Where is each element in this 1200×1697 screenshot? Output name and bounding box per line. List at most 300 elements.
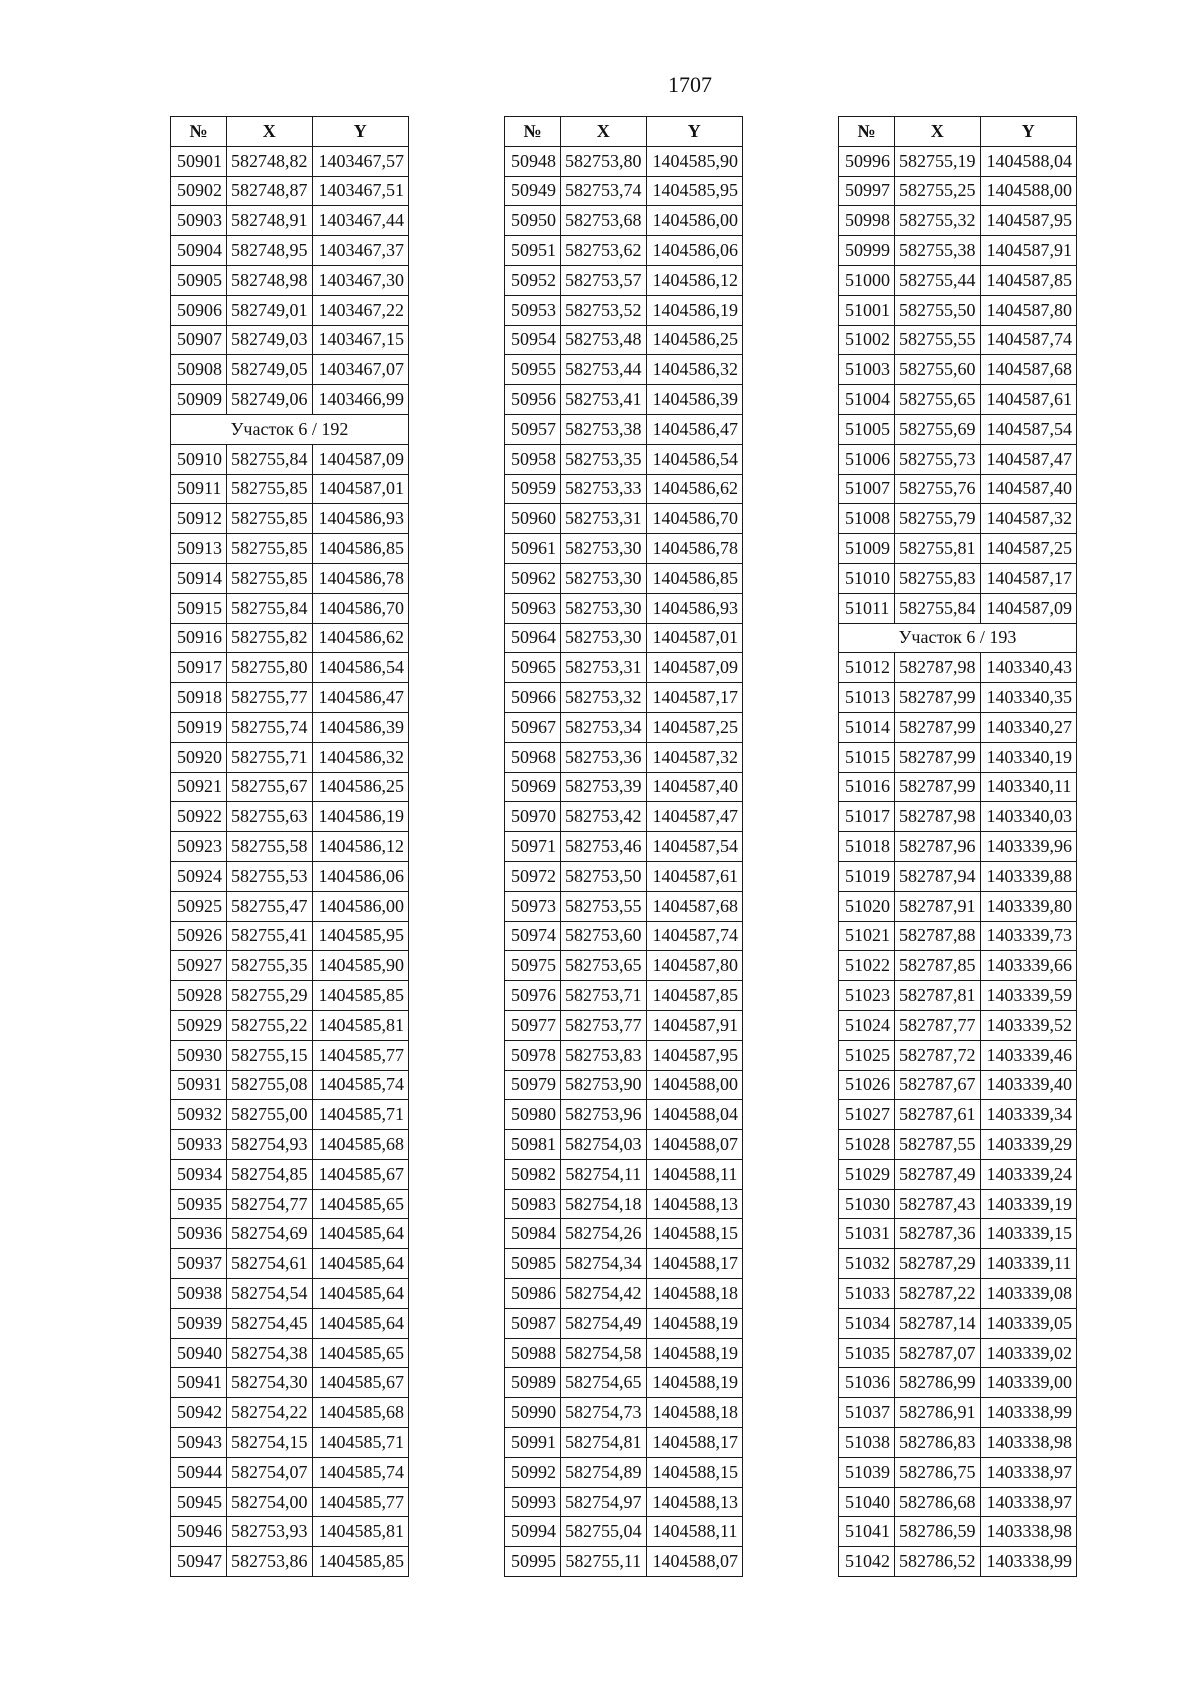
x-coordinate: 582755,84 — [227, 444, 313, 474]
point-number: 50969 — [505, 772, 561, 802]
point-number: 50928 — [171, 981, 227, 1011]
table-row — [171, 1308, 409, 1338]
table-row — [171, 563, 409, 593]
x-coordinate: 582754,18 — [561, 1189, 647, 1219]
y-coordinate: 1404586,93 — [646, 593, 743, 623]
table-row — [505, 355, 743, 385]
table-row — [839, 325, 1077, 355]
x-coordinate: 582755,41 — [227, 921, 313, 951]
point-number: 51035 — [839, 1338, 895, 1368]
x-coordinate: 582787,88 — [895, 921, 981, 951]
x-coordinate: 582753,96 — [561, 1100, 647, 1130]
x-coordinate: 582753,83 — [561, 1040, 647, 1070]
point-number: 50904 — [171, 236, 227, 266]
x-coordinate: 582754,34 — [561, 1249, 647, 1279]
x-coordinate: 582787,29 — [895, 1249, 981, 1279]
y-coordinate: 1403339,80 — [980, 891, 1077, 921]
x-coordinate: 582753,60 — [561, 921, 647, 951]
y-coordinate: 1404587,91 — [646, 1010, 743, 1040]
point-number: 51018 — [839, 832, 895, 862]
x-coordinate: 582787,94 — [895, 861, 981, 891]
x-coordinate: 582748,91 — [227, 206, 313, 236]
x-coordinate: 582753,30 — [561, 623, 647, 653]
table-row — [839, 1487, 1077, 1517]
table-row — [171, 623, 409, 653]
y-coordinate: 1404585,64 — [312, 1249, 409, 1279]
x-coordinate: 582754,15 — [227, 1428, 313, 1458]
section-row — [839, 623, 1077, 653]
x-coordinate: 582753,77 — [561, 1010, 647, 1040]
point-number: 51036 — [839, 1368, 895, 1398]
table-row — [839, 1547, 1077, 1577]
point-number: 50903 — [171, 206, 227, 236]
header-x: X — [561, 117, 647, 147]
table-header-row — [505, 117, 743, 147]
y-coordinate: 1404586,47 — [646, 414, 743, 444]
y-coordinate: 1404587,85 — [646, 981, 743, 1011]
table-row — [505, 593, 743, 623]
y-coordinate: 1403467,37 — [312, 236, 409, 266]
table-row — [839, 534, 1077, 564]
table-row — [505, 534, 743, 564]
x-coordinate: 582755,32 — [895, 206, 981, 236]
table-row — [505, 921, 743, 951]
x-coordinate: 582753,55 — [561, 891, 647, 921]
table-row — [171, 683, 409, 713]
x-coordinate: 582749,01 — [227, 295, 313, 325]
table-row — [171, 1070, 409, 1100]
table-row — [171, 1219, 409, 1249]
point-number: 50932 — [171, 1100, 227, 1130]
x-coordinate: 582786,83 — [895, 1428, 981, 1458]
x-coordinate: 582753,74 — [561, 176, 647, 206]
x-coordinate: 582755,53 — [227, 861, 313, 891]
y-coordinate: 1404587,54 — [980, 414, 1077, 444]
table-row — [171, 1159, 409, 1189]
x-coordinate: 582755,77 — [227, 683, 313, 713]
x-coordinate: 582787,91 — [895, 891, 981, 921]
x-coordinate: 582787,07 — [895, 1338, 981, 1368]
table-row — [505, 1308, 743, 1338]
y-coordinate: 1404586,19 — [312, 802, 409, 832]
point-number: 50961 — [505, 534, 561, 564]
y-coordinate: 1404586,78 — [312, 563, 409, 593]
point-number: 50945 — [171, 1487, 227, 1517]
x-coordinate: 582786,99 — [895, 1368, 981, 1398]
point-number: 50960 — [505, 504, 561, 534]
point-number: 51020 — [839, 891, 895, 921]
y-coordinate: 1403339,05 — [980, 1308, 1077, 1338]
y-coordinate: 1404585,81 — [312, 1517, 409, 1547]
table-row — [505, 146, 743, 176]
point-number: 50909 — [171, 385, 227, 415]
point-number: 50915 — [171, 593, 227, 623]
x-coordinate: 582753,44 — [561, 355, 647, 385]
point-number: 51021 — [839, 921, 895, 951]
y-coordinate: 1403338,97 — [980, 1457, 1077, 1487]
y-coordinate: 1404585,85 — [312, 981, 409, 1011]
table-row — [171, 1398, 409, 1428]
x-coordinate: 582755,22 — [227, 1010, 313, 1040]
point-number: 51024 — [839, 1010, 895, 1040]
table-row — [171, 653, 409, 683]
table-row — [171, 504, 409, 534]
point-number: 51013 — [839, 683, 895, 713]
point-number: 50980 — [505, 1100, 561, 1130]
y-coordinate: 1404585,90 — [312, 951, 409, 981]
point-number: 51042 — [839, 1547, 895, 1577]
coordinate-table-1 — [170, 116, 409, 1577]
point-number: 50911 — [171, 474, 227, 504]
point-number: 51011 — [839, 593, 895, 623]
point-number: 50968 — [505, 742, 561, 772]
table-row — [505, 1159, 743, 1189]
x-coordinate: 582786,68 — [895, 1487, 981, 1517]
point-number: 50976 — [505, 981, 561, 1011]
point-number: 50938 — [171, 1279, 227, 1309]
table-row — [505, 1487, 743, 1517]
point-number: 50974 — [505, 921, 561, 951]
table-row — [171, 1517, 409, 1547]
y-coordinate: 1404587,54 — [646, 832, 743, 862]
table-row — [505, 1189, 743, 1219]
table-row — [839, 683, 1077, 713]
point-number: 50924 — [171, 861, 227, 891]
point-number: 51000 — [839, 265, 895, 295]
y-coordinate: 1404587,47 — [646, 802, 743, 832]
y-coordinate: 1403340,43 — [980, 653, 1077, 683]
table-row — [839, 176, 1077, 206]
point-number: 51005 — [839, 414, 895, 444]
x-coordinate: 582753,71 — [561, 981, 647, 1011]
x-coordinate: 582748,87 — [227, 176, 313, 206]
y-coordinate: 1404588,15 — [646, 1457, 743, 1487]
table-row — [171, 742, 409, 772]
table-row — [505, 563, 743, 593]
point-number: 51019 — [839, 861, 895, 891]
x-coordinate: 582754,11 — [561, 1159, 647, 1189]
point-number: 50952 — [505, 265, 561, 295]
point-number: 50959 — [505, 474, 561, 504]
table-row — [839, 1130, 1077, 1160]
table-row — [171, 1189, 409, 1219]
table-row — [839, 1428, 1077, 1458]
y-coordinate: 1403340,35 — [980, 683, 1077, 713]
point-number: 50979 — [505, 1070, 561, 1100]
y-coordinate: 1403466,99 — [312, 385, 409, 415]
table-row — [171, 534, 409, 564]
y-coordinate: 1404585,67 — [312, 1159, 409, 1189]
table-row — [839, 802, 1077, 832]
point-number: 50908 — [171, 355, 227, 385]
table-row — [505, 1547, 743, 1577]
y-coordinate: 1404585,95 — [646, 176, 743, 206]
table-row — [839, 206, 1077, 236]
x-coordinate: 582787,99 — [895, 772, 981, 802]
table-row — [839, 861, 1077, 891]
point-number: 50992 — [505, 1457, 561, 1487]
point-number: 50940 — [171, 1338, 227, 1368]
point-number: 50941 — [171, 1368, 227, 1398]
x-coordinate: 582786,52 — [895, 1547, 981, 1577]
y-coordinate: 1404588,11 — [646, 1517, 743, 1547]
y-coordinate: 1403339,52 — [980, 1010, 1077, 1040]
x-coordinate: 582755,73 — [895, 444, 981, 474]
y-coordinate: 1404586,54 — [312, 653, 409, 683]
y-coordinate: 1404588,18 — [646, 1398, 743, 1428]
point-number: 51012 — [839, 653, 895, 683]
y-coordinate: 1404587,32 — [980, 504, 1077, 534]
y-coordinate: 1404587,61 — [646, 861, 743, 891]
point-number: 50919 — [171, 712, 227, 742]
y-coordinate: 1403339,02 — [980, 1338, 1077, 1368]
table-row — [505, 206, 743, 236]
x-coordinate: 582755,63 — [227, 802, 313, 832]
table-row — [839, 891, 1077, 921]
y-coordinate: 1404586,00 — [646, 206, 743, 236]
y-coordinate: 1404586,78 — [646, 534, 743, 564]
table-row — [505, 444, 743, 474]
y-coordinate: 1404587,95 — [980, 206, 1077, 236]
x-coordinate: 582755,84 — [227, 593, 313, 623]
point-number: 50948 — [505, 146, 561, 176]
point-number: 50925 — [171, 891, 227, 921]
point-number: 50916 — [171, 623, 227, 653]
header-x: X — [895, 117, 981, 147]
table-row — [505, 1457, 743, 1487]
x-coordinate: 582753,52 — [561, 295, 647, 325]
table-row — [839, 1368, 1077, 1398]
table-row — [505, 1219, 743, 1249]
y-coordinate: 1403339,34 — [980, 1100, 1077, 1130]
header-y: Y — [980, 117, 1077, 147]
table-row — [171, 832, 409, 862]
point-number: 50926 — [171, 921, 227, 951]
y-coordinate: 1404587,17 — [646, 683, 743, 713]
table-row — [171, 921, 409, 951]
point-number: 50912 — [171, 504, 227, 534]
point-number: 50914 — [171, 563, 227, 593]
table-row — [839, 414, 1077, 444]
point-number: 50946 — [171, 1517, 227, 1547]
y-coordinate: 1403467,22 — [312, 295, 409, 325]
x-coordinate: 582755,58 — [227, 832, 313, 862]
y-coordinate: 1404588,04 — [980, 146, 1077, 176]
point-number: 50917 — [171, 653, 227, 683]
y-coordinate: 1404588,11 — [646, 1159, 743, 1189]
y-coordinate: 1404588,19 — [646, 1308, 743, 1338]
point-number: 50937 — [171, 1249, 227, 1279]
y-coordinate: 1403338,99 — [980, 1547, 1077, 1577]
y-coordinate: 1404588,19 — [646, 1368, 743, 1398]
x-coordinate: 582787,61 — [895, 1100, 981, 1130]
y-coordinate: 1404586,00 — [312, 891, 409, 921]
table-row — [505, 474, 743, 504]
y-coordinate: 1403339,59 — [980, 981, 1077, 1011]
x-coordinate: 582787,85 — [895, 951, 981, 981]
x-coordinate: 582754,26 — [561, 1219, 647, 1249]
y-coordinate: 1403467,44 — [312, 206, 409, 236]
point-number: 50962 — [505, 563, 561, 593]
x-coordinate: 582753,31 — [561, 653, 647, 683]
point-number: 51023 — [839, 981, 895, 1011]
x-coordinate: 582754,77 — [227, 1189, 313, 1219]
x-coordinate: 582755,25 — [895, 176, 981, 206]
table-row — [505, 981, 743, 1011]
coordinate-table-2 — [504, 116, 743, 1577]
y-coordinate: 1404587,80 — [980, 295, 1077, 325]
point-number: 50930 — [171, 1040, 227, 1070]
x-coordinate: 582787,55 — [895, 1130, 981, 1160]
x-coordinate: 582755,85 — [227, 534, 313, 564]
y-coordinate: 1403338,99 — [980, 1398, 1077, 1428]
point-number: 50982 — [505, 1159, 561, 1189]
header-num: № — [171, 117, 227, 147]
point-number: 50933 — [171, 1130, 227, 1160]
y-coordinate: 1404586,54 — [646, 444, 743, 474]
x-coordinate: 582755,00 — [227, 1100, 313, 1130]
y-coordinate: 1403339,88 — [980, 861, 1077, 891]
table-row — [839, 1010, 1077, 1040]
point-number: 50988 — [505, 1338, 561, 1368]
x-coordinate: 582787,96 — [895, 832, 981, 862]
point-number: 51016 — [839, 772, 895, 802]
table-row — [505, 1338, 743, 1368]
y-coordinate: 1404585,67 — [312, 1368, 409, 1398]
x-coordinate: 582753,86 — [227, 1547, 313, 1577]
y-coordinate: 1404588,17 — [646, 1249, 743, 1279]
point-number: 50931 — [171, 1070, 227, 1100]
point-number: 51001 — [839, 295, 895, 325]
table-row — [839, 1100, 1077, 1130]
point-number: 50954 — [505, 325, 561, 355]
point-number: 50977 — [505, 1010, 561, 1040]
y-coordinate: 1403340,03 — [980, 802, 1077, 832]
point-number: 50983 — [505, 1189, 561, 1219]
y-coordinate: 1404587,01 — [312, 474, 409, 504]
x-coordinate: 582753,65 — [561, 951, 647, 981]
y-coordinate: 1404585,85 — [312, 1547, 409, 1577]
x-coordinate: 582787,99 — [895, 742, 981, 772]
y-coordinate: 1404585,77 — [312, 1040, 409, 1070]
point-number: 50965 — [505, 653, 561, 683]
x-coordinate: 582753,34 — [561, 712, 647, 742]
x-coordinate: 582754,81 — [561, 1428, 647, 1458]
x-coordinate: 582754,45 — [227, 1308, 313, 1338]
point-number: 50972 — [505, 861, 561, 891]
table-row — [839, 295, 1077, 325]
table-row — [171, 1130, 409, 1160]
x-coordinate: 582754,49 — [561, 1308, 647, 1338]
x-coordinate: 582754,89 — [561, 1457, 647, 1487]
table-row — [171, 1279, 409, 1309]
y-coordinate: 1404588,00 — [980, 176, 1077, 206]
table-row — [171, 712, 409, 742]
x-coordinate: 582755,44 — [895, 265, 981, 295]
point-number: 50922 — [171, 802, 227, 832]
y-coordinate: 1404587,74 — [980, 325, 1077, 355]
point-number: 50986 — [505, 1279, 561, 1309]
x-coordinate: 582787,22 — [895, 1279, 981, 1309]
table-row — [839, 1517, 1077, 1547]
point-number: 50993 — [505, 1487, 561, 1517]
x-coordinate: 582754,30 — [227, 1368, 313, 1398]
y-coordinate: 1404587,95 — [646, 1040, 743, 1070]
point-number: 50943 — [171, 1428, 227, 1458]
point-number: 50902 — [171, 176, 227, 206]
table-row — [505, 295, 743, 325]
table-row — [839, 1040, 1077, 1070]
table-row — [839, 1189, 1077, 1219]
table-header-row — [171, 117, 409, 147]
x-coordinate: 582754,97 — [561, 1487, 647, 1517]
y-coordinate: 1404587,68 — [980, 355, 1077, 385]
point-number: 50970 — [505, 802, 561, 832]
y-coordinate: 1404587,32 — [646, 742, 743, 772]
y-coordinate: 1404586,70 — [646, 504, 743, 534]
table-row — [505, 802, 743, 832]
y-coordinate: 1404586,47 — [312, 683, 409, 713]
point-number: 50978 — [505, 1040, 561, 1070]
x-coordinate: 582753,33 — [561, 474, 647, 504]
table-row — [839, 1457, 1077, 1487]
point-number: 51029 — [839, 1159, 895, 1189]
table-row — [839, 474, 1077, 504]
y-coordinate: 1404587,85 — [980, 265, 1077, 295]
x-coordinate: 582754,58 — [561, 1338, 647, 1368]
y-coordinate: 1403340,11 — [980, 772, 1077, 802]
x-coordinate: 582754,54 — [227, 1279, 313, 1309]
x-coordinate: 582755,81 — [895, 534, 981, 564]
table-row — [171, 951, 409, 981]
y-coordinate: 1404587,61 — [980, 385, 1077, 415]
x-coordinate: 582755,84 — [895, 593, 981, 623]
table-row — [505, 772, 743, 802]
table-row — [505, 414, 743, 444]
y-coordinate: 1403339,96 — [980, 832, 1077, 862]
table-row — [171, 146, 409, 176]
point-number: 51031 — [839, 1219, 895, 1249]
y-coordinate: 1404587,09 — [646, 653, 743, 683]
y-coordinate: 1404586,12 — [312, 832, 409, 862]
y-coordinate: 1403467,30 — [312, 265, 409, 295]
point-number: 51017 — [839, 802, 895, 832]
x-coordinate: 582755,29 — [227, 981, 313, 1011]
x-coordinate: 582755,85 — [227, 474, 313, 504]
point-number: 51004 — [839, 385, 895, 415]
x-coordinate: 582753,48 — [561, 325, 647, 355]
point-number: 50923 — [171, 832, 227, 862]
point-number: 51022 — [839, 951, 895, 981]
table-row — [839, 1308, 1077, 1338]
x-coordinate: 582787,98 — [895, 653, 981, 683]
table-row — [505, 683, 743, 713]
x-coordinate: 582755,69 — [895, 414, 981, 444]
point-number: 50971 — [505, 832, 561, 862]
point-number: 50929 — [171, 1010, 227, 1040]
point-number: 50997 — [839, 176, 895, 206]
x-coordinate: 582749,06 — [227, 385, 313, 415]
y-coordinate: 1404585,81 — [312, 1010, 409, 1040]
x-coordinate: 582754,93 — [227, 1130, 313, 1160]
point-number: 50935 — [171, 1189, 227, 1219]
y-coordinate: 1404588,15 — [646, 1219, 743, 1249]
y-coordinate: 1404585,71 — [312, 1100, 409, 1130]
table-row — [171, 176, 409, 206]
x-coordinate: 582755,85 — [227, 504, 313, 534]
point-number: 51037 — [839, 1398, 895, 1428]
x-coordinate: 582755,82 — [227, 623, 313, 653]
